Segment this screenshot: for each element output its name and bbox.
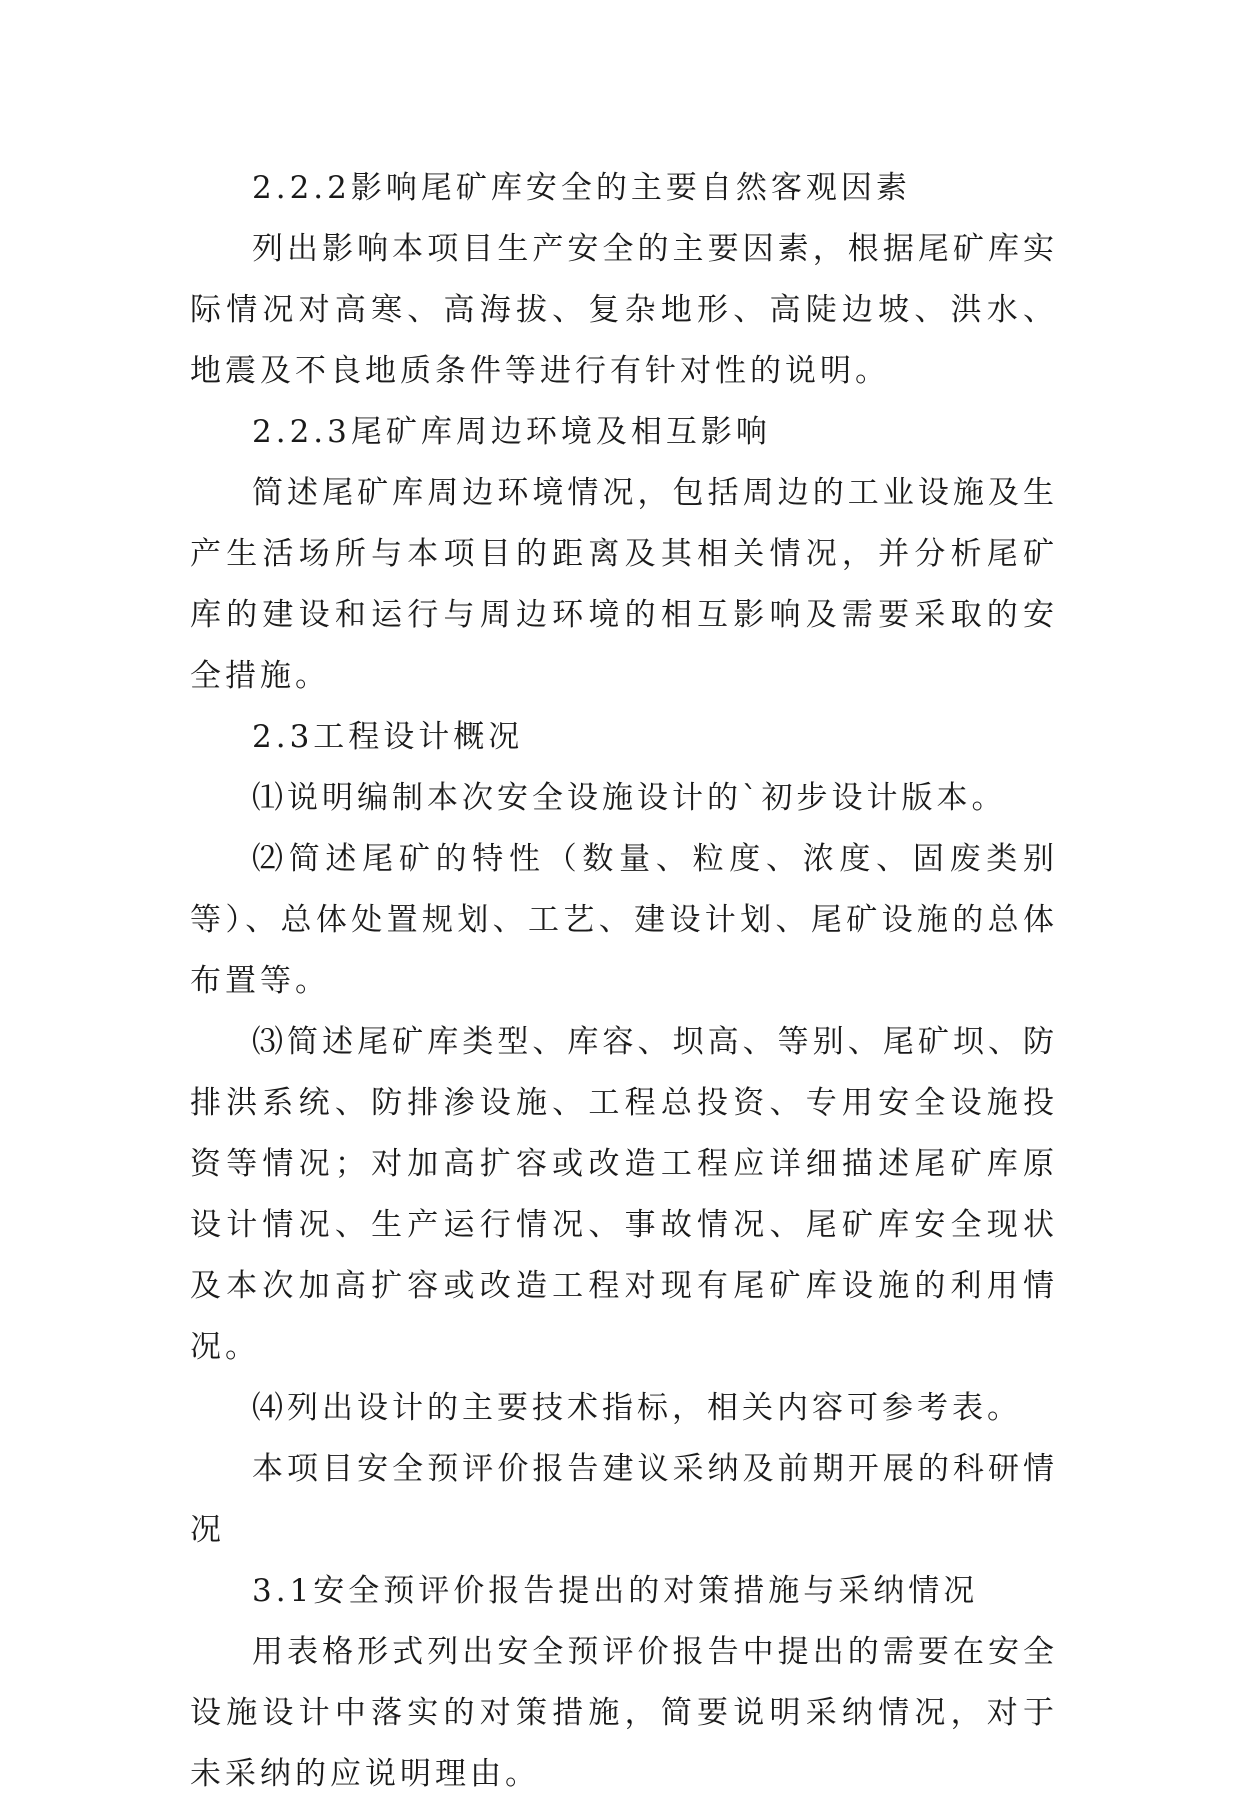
section-heading-3-1: 3.1安全预评价报告提出的对策措施与采纳情况 (252, 1573, 979, 1609)
paragraph: 用表格形式列出安全预评价报告中提出的需要在安全设施设计中落实的对策措施，简要说明采纳情况，对于未采纳的应说明理由。 (190, 1634, 1058, 1792)
list-item: ⑶简述尾矿库类型、库容、坝高、等别、尾矿坝、防排洪系统、防排渗设施、工程总投资、专用安全设施投资等情况；对加高扩容或改造工程应详细描述尾矿库原设计情况、生产运行情况、事故情况、尾矿库安全现状及本次加高扩容或改造工程对现有尾矿库设施的利用情况。 (190, 1024, 1058, 1365)
list-item: ⑵简述尾矿的特性（数量、粒度、浓度、固废类别等）、总体处置规划、工艺、建设计划、尾矿设施的总体布置等。 (190, 841, 1058, 999)
paragraph: 列出影响本项目生产安全的主要因素，根据尾矿库实际情况对高寒、高海拔、复杂地形、高陡边坡、洪水、地震及不良地质条件等进行有针对性的说明。 (190, 231, 1058, 389)
section-heading: 本项目安全预评价报告建议采纳及前期开展的科研情况 (190, 1451, 1058, 1548)
document-body (190, 158, 1058, 1805)
list-item: ⑴说明编制本次安全设施设计的`初步设计版本。 (252, 780, 1007, 816)
section-heading-2-2-3: 2.2.3尾矿库周边环境及相互影响 (252, 414, 771, 450)
section-heading-2-3: 2.3工程设计概况 (252, 719, 524, 755)
section-heading-2-2-2: 2.2.2影响尾矿库安全的主要自然客观因素 (252, 170, 911, 206)
list-item: ⑷列出设计的主要技术指标，相关内容可参考表。 (252, 1390, 1022, 1426)
paragraph: 简述尾矿库周边环境情况，包括周边的工业设施及生产生活场所与本项目的距离及其相关情况，并分析尾矿库的建设和运行与周边环境的相互影响及需要采取的安全措施。 (190, 475, 1058, 694)
